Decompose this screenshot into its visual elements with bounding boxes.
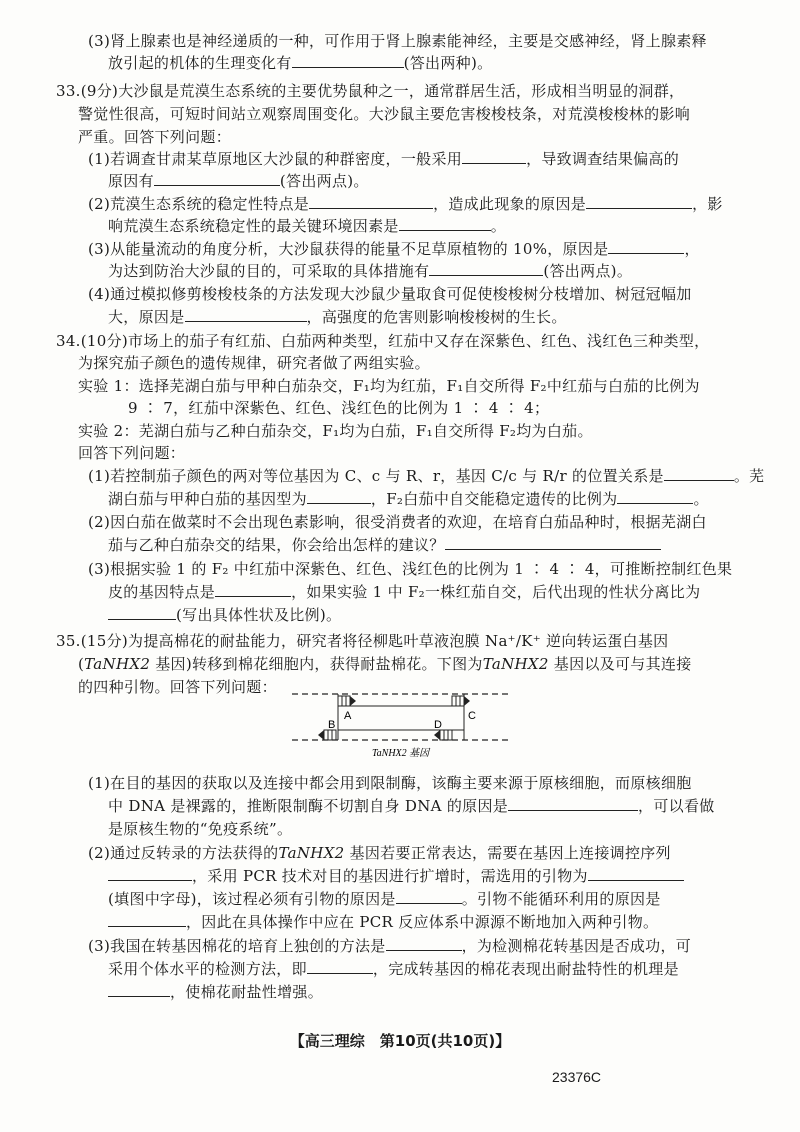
q33-part2-line1: (2)荒漠生态系统的稳定性特点是 ，造成此现象的原因是 ，影 [88, 195, 723, 213]
answer-blank[interactable] [399, 216, 491, 231]
q32-part3-line1: (3)肾上腺素也是神经递质的一种，可作用于肾上腺素能神经，主要是交感神经，肾上腺素释 [88, 32, 707, 50]
primer-a [338, 696, 356, 706]
answer-blank[interactable] [386, 936, 462, 951]
q34-exp2: 实验 2：芜湖白茄与乙种白茄杂交，F₁均为白茄，F₁自交所得 F₂均为白茄。 [78, 422, 593, 440]
primer-a-label: A [344, 710, 352, 722]
q35-part2-line2: ，采用 PCR 技术对目的基因进行扩增时，需选用的引物为 [108, 865, 684, 887]
q34-exp1-line1: 实验 1：选择芜湖白茄与甲种白茄杂交，F₁均为红茄，F₁自交所得 F₂中红茄与白茄的比例为 [78, 377, 700, 395]
q35-part1-line1: (1)在目的基因的获取以及连接中都会用到限制酶，该酶主要来源于原核细胞，而原核细胞 [88, 774, 692, 792]
q34-part1-line2: 湖白茄与甲种白茄的基因型为 ，F₂白茄中自交能稳定遗传的比例为 。 [108, 490, 709, 508]
answer-blank[interactable] [307, 489, 371, 504]
q35-part1-line3: 是原核生物的“免疫系统”。 [108, 820, 293, 838]
q33-part3-line2: 为达到防治大沙鼠的目的，可采取的具体措施有 (答出两点)。 [108, 262, 633, 280]
answer-blank[interactable] [429, 261, 543, 276]
q32-part3-line2: 放引起的机体的生理变化有 (答出两种)。 [108, 54, 493, 72]
q33-part4-line1: (4)通过模拟修剪梭梭枝条的方法发现大沙鼠少量取食可促使梭梭树分枝增加、树冠冠幅加 [88, 285, 692, 303]
q35-stem-line2: (TaNHX2 基因)转移到棉花细胞内，获得耐盐棉花。下图为TaNHX2 基因以及可与其连接 [78, 655, 692, 673]
q34-stem-line2: 为探究茄子颜色的遗传规律，研究者做了两组实验。 [78, 354, 430, 372]
gene-label: TaNHX2 基因 [372, 748, 430, 759]
q34-exp1-line2: 9 ∶ 7，红茄中深紫色、红色、浅红色的比例为 1 ∶ 4 ∶ 4； [128, 399, 550, 417]
q33-part3-line1: (3)从能量流动的角度分析，大沙鼠获得的能量不足草原植物的 10%，原因是 ， [88, 240, 700, 258]
answer-blank[interactable] [462, 149, 526, 164]
answer-blank[interactable] [508, 796, 638, 811]
q35-part1-line2: 中 DNA 是裸露的，推断限制酶不切割自身 DNA 的原因是 ，可以看做 [108, 797, 715, 815]
answer-blank[interactable] [292, 53, 404, 68]
answer-blank[interactable] [396, 889, 462, 904]
answer-blank[interactable] [215, 582, 291, 597]
answer-blank[interactable] [588, 866, 684, 881]
primer-b-label: B [328, 719, 336, 731]
answer-blank[interactable] [617, 489, 693, 504]
q33-stem-line1: 33.(9分)大沙鼠是荒漠生态系统的主要优势鼠种之一，通常群居生活，形成相当明显的洞群， [56, 82, 685, 100]
answer-blank[interactable] [108, 912, 186, 927]
primer-c-label: C [468, 710, 476, 722]
q33-part1-line2: 原因有 (答出两点)。 [108, 172, 369, 190]
q35-part3-line2: 采用个体水平的检测方法，即 ，完成转基因的棉花表现出耐盐特性的机理是 [108, 960, 679, 978]
q33-part4-line2: 大，原因是 ，高强度的危害则影响梭梭树的生长。 [108, 308, 567, 326]
answer-blank[interactable] [154, 171, 280, 186]
q34-part2-line2: 茄与乙种白茄杂交的结果，你会给出怎样的建议？ [108, 534, 661, 556]
primer-d [434, 730, 452, 740]
answer-blank[interactable] [108, 605, 176, 620]
q35-part2-line4: ，因此在具体操作中应在 PCR 反应体系中源源不断地加入两种引物。 [108, 911, 658, 933]
exam-code: 23376C [552, 1069, 602, 1085]
q34-ask: 回答下列问题： [78, 444, 186, 462]
q34-part1-line1: (1)若控制茄子颜色的两对等位基因为 C、c 与 R、r，基因 C/c 与 R/r 的位置关系是 。芜 [88, 467, 765, 485]
q34-part3-line1: (3)根据实验 1 的 F₂ 中红茄中深紫色、红色、浅红色的比例为 1 ∶ 4 ∶ 4，可推断控制红色果 [88, 560, 733, 578]
answer-blank[interactable] [108, 866, 192, 881]
answer-blank[interactable] [307, 959, 373, 974]
primer-d-label: D [434, 719, 442, 731]
answer-blank[interactable] [445, 535, 661, 550]
q35-part3-line1: (3)我国在转基因棉花的培育上独创的方法是 ，为检测棉花转基因是否成功，可 [88, 937, 692, 955]
page-footer: 【高三理综 第10页(共10页)】 [289, 1032, 511, 1050]
q35-part3-line3: ，使棉花耐盐性增强。 [108, 981, 323, 1003]
q35-part2-line1: (2)通过反转录的方法获得的TaNHX2 基因若要正常表达，需要在基因上连接调控序列 [88, 844, 671, 862]
answer-blank[interactable] [309, 194, 433, 209]
gene-primer-diagram [290, 686, 510, 762]
answer-blank[interactable] [185, 307, 307, 322]
q33-part2-line2: 响荒漠生态系统稳定性的最关键环境因素是 。 [108, 217, 507, 235]
answer-blank[interactable] [108, 982, 170, 997]
q34-stem-line1: 34.(10分)市场上的茄子有红茄、白茄两种类型，红茄中又存在深紫色、红色、浅红色三种类型， [56, 332, 710, 350]
answer-blank[interactable] [586, 194, 692, 209]
primer-c [452, 696, 470, 706]
q33-stem-line2: 警觉性很高，可短时间站立观察周围变化。大沙鼠主要危害梭梭枝条，对荒漠梭梭林的影响 [78, 105, 691, 123]
q34-part2-line1: (2)因白茄在做菜时不会出现色素影响，很受消费者的欢迎，在培育白茄品种时，根据芜湖白 [88, 513, 707, 531]
q33-stem-line3: 严重。回答下列问题： [78, 128, 232, 146]
answer-blank[interactable] [608, 239, 684, 254]
q33-part1-line1: (1)若调查甘肃某草原地区大沙鼠的种群密度，一般采用 ，导致调查结果偏高的 [88, 150, 680, 168]
answer-blank[interactable] [664, 466, 734, 481]
primer-b [318, 730, 336, 740]
q34-part3-line2: 皮的基因特点是 ，如果实验 1 中 F₂一株红茄自交，后代出现的性状分离比为 [108, 583, 701, 601]
q35-stem-line3: 的四种引物。回答下列问题： [78, 678, 277, 696]
q35-part2-line3: (填图中字母)，该过程必须有引物的原因是 。引物不能循环利用的原因是 [108, 890, 661, 908]
q34-part3-line3: (写出具体性状及比例)。 [108, 604, 341, 626]
q35-stem-line1: 35.(15分)为提高棉花的耐盐能力，研究者将径柳匙叶草液泡膜 Na⁺/K⁺ 逆向转运蛋白基因 [56, 632, 669, 650]
